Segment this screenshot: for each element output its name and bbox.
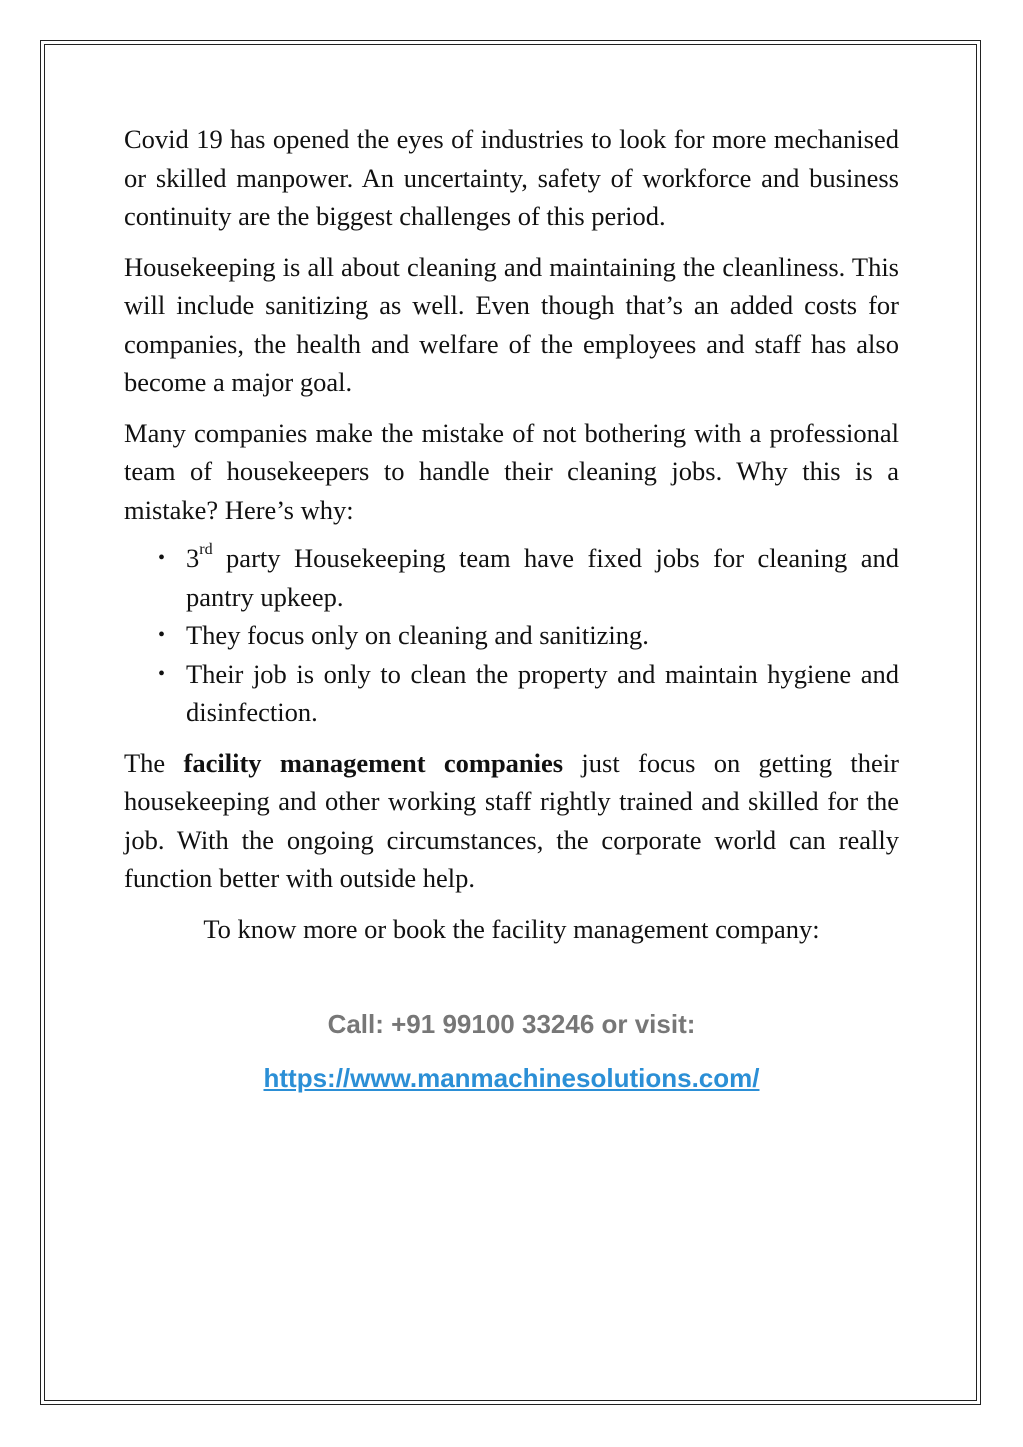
bullet-icon: • bbox=[158, 624, 166, 646]
website-link[interactable]: https://www.manmachinesolutions.com/ bbox=[263, 1063, 760, 1093]
bullet-icon: • bbox=[158, 662, 166, 685]
list-item bbox=[124, 539, 899, 616]
list-item-ordinal-suffix: rd bbox=[199, 541, 213, 559]
facility-management-bold: facility management companies bbox=[183, 747, 564, 778]
paragraph-covid: Covid 19 has opened the eyes of industries to look for more mechanised or skilled manpower. An uncertainty, safety of workforce and business continuity are the biggest challenges of this period. bbox=[124, 124, 899, 231]
website-link-container bbox=[0, 1063, 1023, 1094]
list-item-text: party Housekeeping team have fixed jobs for cleaning and pantry upkeep. bbox=[186, 543, 899, 612]
call-line: Call: +91 99100 33246 or visit: bbox=[327, 1009, 696, 1039]
paragraph-mistake: Many companies make the mistake of not bothering with a professional team of housekeepers to handle their cleaning jobs. Why this is a mistake? Here’s why: bbox=[124, 417, 899, 525]
paragraph-facility-prefix: The bbox=[124, 747, 184, 778]
document-body bbox=[124, 120, 899, 948]
list-item bbox=[124, 655, 899, 732]
list-item-text: They focus only on cleaning and sanitizing. bbox=[186, 620, 649, 650]
bullet-icon: • bbox=[158, 547, 166, 569]
paragraph-facility bbox=[124, 744, 899, 898]
cta-line: To know more or book the facility management company: bbox=[203, 913, 820, 944]
paragraph-facility-rest: just focus on getting their housekeeping and other working staff rightly trained and skilled for the job. With the ongoing circumstances, the corporate world can really function better with outside help. bbox=[124, 747, 899, 893]
list-item-number: 3 bbox=[186, 543, 200, 573]
list-item bbox=[124, 616, 899, 655]
paragraph-housekeeping: Housekeeping is all about cleaning and maintaining the cleanliness. This will include sanitizing as well. Even though that’s an added costs for companies, the health and welfare of the employees and staff has also become a major goal. bbox=[124, 251, 899, 397]
list-item-text: Their job is only to clean the property and maintain hygiene and disinfection. bbox=[186, 658, 899, 727]
reasons-list bbox=[124, 539, 899, 732]
